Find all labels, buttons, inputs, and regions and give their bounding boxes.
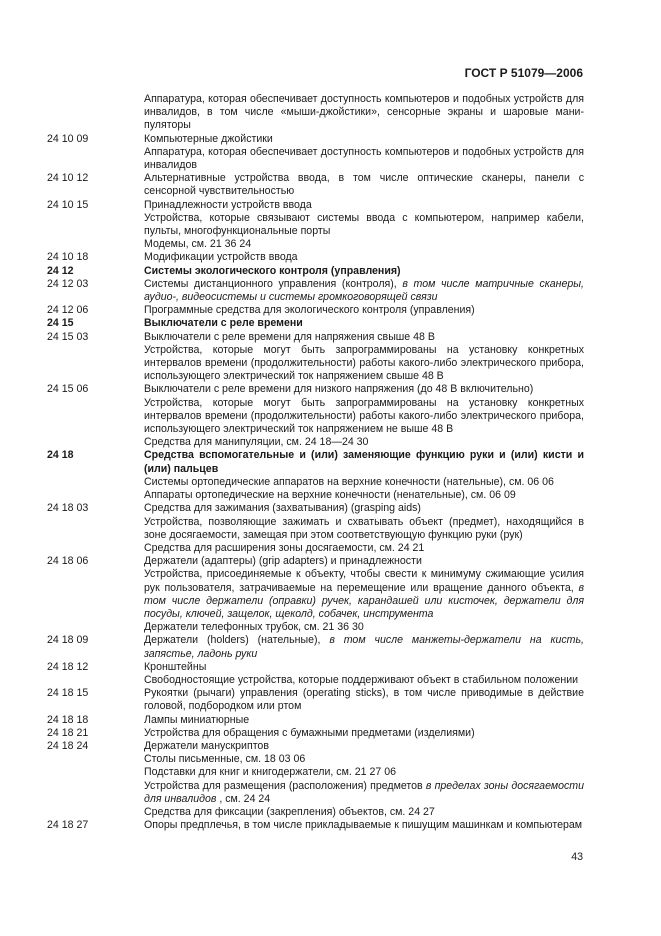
entry-body [144, 383, 584, 449]
italic-text: в том числе манжеты-держатели на кисть, запястье, ладонь руки [144, 634, 584, 660]
text-segment: Устройства для размещения (расположения) предметов [144, 779, 426, 792]
entry-code: 24 12 03 [47, 277, 89, 290]
text-segment: Системы дистанционного управления (контроля), [144, 277, 403, 290]
text-segment: Устройства, которые могут быть запрограммированы на установку конкретных интервалов времени (продолжительности) работы какого-либо электрического прибора, использующего электрический ток напряжением свыше 48 В [144, 343, 584, 383]
entry-body [144, 265, 584, 278]
document-header: ГОСТ Р 51079—2006 [464, 66, 583, 80]
entry-body [144, 93, 584, 133]
text-segment: Держатели (holders) (нательные), [144, 634, 330, 647]
entry-body [144, 727, 584, 740]
classification-list [47, 93, 584, 832]
entry-row [47, 819, 584, 832]
entry-code: 24 18 18 [47, 713, 89, 726]
entry-row [47, 199, 584, 252]
entry-code: 24 18 03 [47, 502, 89, 515]
italic-text: в том числе матричные сканеры, аудио-, видеосистемы и системы громкоговорящей связи [144, 277, 585, 304]
entry-body [144, 740, 584, 819]
entry-body [144, 317, 584, 330]
entry-body [144, 819, 584, 832]
entry-text-line [144, 714, 584, 727]
entry-text-line [144, 383, 584, 396]
entry-body [144, 634, 584, 660]
entry-body [144, 714, 584, 727]
text-segment: Рукоятки (рычаги) управления (operating sticks), в том числе приводимые в действие головой, подбородком или ртом [144, 687, 584, 713]
entry-row [47, 740, 584, 819]
text-segment: Держатели телефонных трубок, см. 21 36 30 [144, 621, 364, 634]
text-segment: Системы ортопедические аппаратов на верхние конечности (нательные), см. 06 06 [144, 475, 554, 488]
entry-text-line [144, 634, 584, 660]
text-segment: Лампы миниатюрные [144, 713, 250, 726]
text-segment: Принадлежности устройств ввода [144, 198, 312, 211]
text-segment: Средства для фиксации (закрепления) объектов, см. 24 27 [144, 805, 435, 818]
entry-text-line [144, 476, 584, 489]
entry-text-line [144, 93, 584, 133]
text-segment: Устройства, присоединяемые к объекту, чтобы свести к минимуму сжимающие усилия рук пользователя, затрачиваемые на перемещение или вращение данного объекта, [144, 568, 584, 594]
text-segment: , см. 24 24 [216, 792, 271, 805]
entry-body [144, 278, 584, 304]
entry-text-line [144, 740, 584, 753]
entry-row [47, 331, 584, 384]
entry-row [47, 265, 584, 278]
entry-row [47, 687, 584, 713]
text-segment: Программные средства для экологического контроля (управления) [144, 304, 475, 317]
entry-text-line [144, 661, 584, 674]
entry-row [47, 727, 584, 740]
entry-text-line [144, 344, 584, 384]
entry-row [47, 278, 584, 304]
text-segment: Выключатели с реле времени [144, 317, 303, 330]
text-segment: Устройства, которые могут быть запрограммированы на установку конкретных интервалов времени (продолжительности) работы какого-либо электрического прибора, использующего электрический ток напряжением не выше 48 В [144, 396, 584, 436]
text-segment: Средства для расширения зоны досягаемости, см. 24 21 [144, 541, 425, 554]
entry-code: 24 15 [47, 317, 74, 330]
entry-code: 24 10 18 [47, 251, 89, 264]
text-segment: Компьютерные джойстики [144, 132, 273, 145]
text-segment: Выключатели с реле времени для напряжения свыше 48 В [144, 330, 435, 343]
entry-code: 24 10 12 [47, 172, 89, 185]
entry-row [47, 304, 584, 317]
entry-text-line [144, 542, 584, 555]
entry-text-line [144, 317, 584, 330]
entry-text-line [144, 146, 584, 172]
entry-row [47, 251, 584, 264]
entry-text-line [144, 265, 584, 278]
entry-text-line [144, 766, 584, 779]
italic-text: в пределах зоны досягаемости для инвалидов [144, 779, 585, 805]
entry-text-line [144, 568, 584, 621]
text-segment: Опоры предплечья, в том числе прикладываемые к пишущим машинкам и компьютерам [144, 819, 583, 832]
entry-text-line [144, 516, 584, 542]
entry-text-line [144, 489, 584, 502]
entry-code [47, 93, 144, 133]
entry-row [47, 634, 584, 660]
entry-code: 24 12 06 [47, 304, 89, 317]
entry-body [144, 172, 584, 198]
entry-body [144, 199, 584, 252]
entry-text-line [144, 238, 584, 251]
text-segment: Средства вспомогательные и (или) заменяющие функцию руки и (или) кисти и (или) пальцев [144, 449, 584, 475]
entry-body [144, 687, 584, 713]
entry-row [47, 93, 584, 133]
page-number: 43 [571, 851, 583, 863]
entry-text-line [144, 780, 584, 806]
text-segment: Аппараты ортопедические на верхние конечности (ненательные), см. 06 09 [144, 489, 516, 502]
text-segment: Выключатели с реле времени для низкого напряжения (до 48 В включительно) [144, 383, 534, 396]
entry-text-line [144, 133, 584, 146]
entry-text-line [144, 304, 584, 317]
entry-text-line [144, 727, 584, 740]
entry-code: 24 15 06 [47, 383, 89, 396]
entry-text-line [144, 251, 584, 264]
entry-text-line [144, 199, 584, 212]
text-segment: Аппаратура, которая обеспечивает доступность компьютеров и подобных устройств для инвалидов [144, 145, 584, 172]
entry-text-line [144, 212, 584, 238]
entry-code: 24 18 09 [47, 634, 89, 647]
entry-text-line [144, 397, 584, 437]
text-segment: Держатели манускриптов [144, 739, 269, 752]
entry-code: 24 18 24 [47, 739, 89, 752]
text-segment: Держатели (адаптеры) (grip adapters) и принадлежности [144, 555, 422, 568]
entry-body [144, 502, 584, 555]
text-segment: Столы письменные, см. 18 03 06 [144, 753, 306, 766]
entry-row [47, 502, 584, 555]
entry-text-line [144, 449, 584, 475]
entry-text-line [144, 687, 584, 713]
text-segment: Средства для зажимания (захватывания) (grasping aids) [144, 502, 421, 515]
text-segment: Системы экологического контроля (управления) [144, 264, 401, 277]
entry-row [47, 555, 584, 634]
text-segment: Устройства для обращения с бумажными предметами (изделиями) [144, 726, 475, 739]
text-segment: Устройства, позволяющие зажимать и схватывать объект (предмет), находящийся в зоне досягаемости, замещая при этом соответствующую функцию руки (рук) [144, 515, 584, 541]
entry-code: 24 15 03 [47, 330, 89, 343]
entry-body [144, 555, 584, 634]
text-segment: Средства для манипуляции, см. 24 18—24 30 [144, 436, 369, 449]
text-segment: Альтернативные устройства ввода, в том числе оптические сканеры, панели с сенсорной чувствительностью [144, 172, 584, 198]
entry-code: 24 18 27 [47, 819, 89, 832]
entry-row [47, 383, 584, 449]
entry-text-line [144, 278, 584, 304]
entry-body [144, 304, 584, 317]
entry-row [47, 714, 584, 727]
entry-code: 24 18 12 [47, 660, 89, 673]
entry-row [47, 449, 584, 502]
entry-row [47, 661, 584, 687]
text-segment: Устройства, которые связывают системы ввода с компьютером, например кабели, пульты, многофункциональные порты [144, 211, 584, 238]
entry-text-line [144, 806, 584, 819]
entry-text-line [144, 674, 584, 687]
entry-body [144, 449, 584, 502]
italic-text: в том числе держатели (оправки) ручек, карандашей или кисточек, держатели для посуды, ключей, защелок, щеколд, собачек, инструмента [144, 581, 584, 620]
entry-body [144, 133, 584, 173]
entry-row [47, 133, 584, 173]
entry-body [144, 331, 584, 384]
entry-body [144, 251, 584, 264]
entry-row [47, 317, 584, 330]
entry-text-line [144, 753, 584, 766]
entry-code: 24 18 15 [47, 687, 89, 700]
text-segment: Кронштейны [144, 660, 207, 673]
entry-text-line [144, 819, 584, 832]
entry-code: 24 18 21 [47, 726, 89, 739]
text-segment: Аппаратура, которая обеспечивает доступность компьютеров и подобных устройств для инвалидов, в том числе «мыши-джойстики», сенсорные экраны и шаровые мани-пуляторы [144, 93, 584, 132]
entry-text-line [144, 555, 584, 568]
entry-row [47, 172, 584, 198]
entry-text-line [144, 331, 584, 344]
entry-code: 24 18 06 [47, 555, 89, 568]
entry-code: 24 10 09 [47, 132, 89, 145]
text-segment: Модемы, см. 21 36 24 [144, 238, 252, 251]
entry-text-line [144, 436, 584, 449]
entry-text-line [144, 502, 584, 515]
entry-text-line [144, 172, 584, 198]
text-segment: Свободностоящие устройства, которые поддерживают объект в стабильном положении [144, 673, 579, 686]
entry-body [144, 661, 584, 687]
text-segment: Модификации устройств ввода [144, 251, 298, 264]
entry-code: 24 12 [47, 264, 74, 277]
entry-code: 24 10 15 [47, 198, 89, 211]
entry-text-line [144, 621, 584, 634]
text-segment: Подставки для книг и книгодержатели, см. 21 27 06 [144, 766, 396, 779]
entry-code: 24 18 [47, 449, 74, 462]
